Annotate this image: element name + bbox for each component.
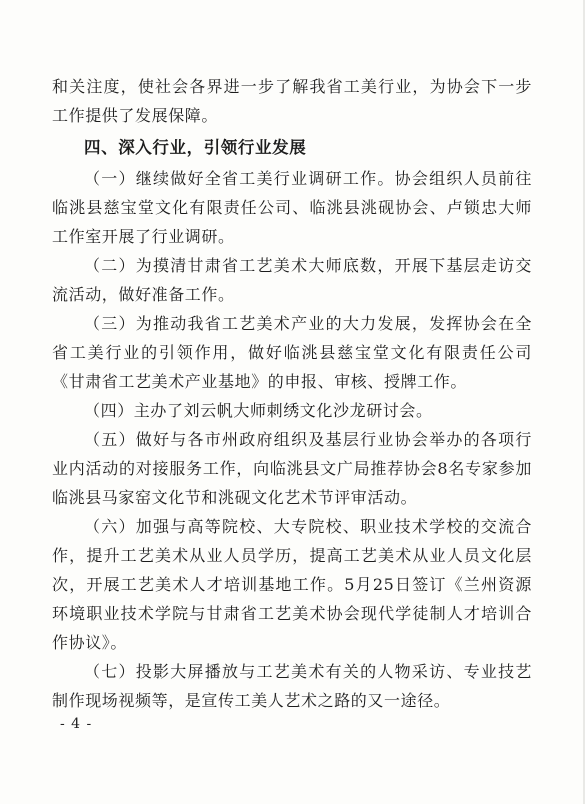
document-body [52, 72, 532, 715]
paragraph-item-4: （四）主办了刘云帆大师刺绣文化沙龙研讨会。 [84, 401, 433, 420]
page-number: - 4 - [60, 716, 93, 732]
paragraph-item-2: （二）为摸清甘肃省工艺美术大师底数，开展下基层走访交流活动，做好准备工作。 [52, 256, 532, 304]
section-heading: 四、深入行业，引领行业发展 [84, 138, 307, 157]
paragraph-item-1: （一）继续做好全省工美行业调研工作。协会组织人员前往临洮县慈宝堂文化有限责任公司、临洮县洮砚协会、卢锁忠大师工作室开展了行业调研。 [52, 169, 532, 246]
paragraph-item-5: （五）做好与各市州政府组织及基层行业协会举办的各项行业内活动的对接服务工作，向临洮县文广局推荐协会8名专家参加临洮县马家窑文化节和洮砚文化艺术节评审活动。 [52, 430, 532, 507]
paragraph-continuation: 和关注度，使社会各界进一步了解我省工美行业，为协会下一步工作提供了发展保障。 [52, 77, 532, 125]
paragraph-item-6: （六）加强与高等院校、大专院校、职业技术学校的交流合作，提升工艺美术从业人员学历，提高工艺美术从业人员文化层次，开展工艺美术人才培训基地工作。5月25日签订《兰州资源环境职业技术学院与甘肃省工艺美术协会现代学徒制人才培训合作协议》。 [52, 517, 532, 652]
paragraph-item-3: （三）为推动我省工艺美术产业的大力发展，发挥协会在全省工美行业的引领作用，做好临洮县慈宝堂文化有限责任公司《甘肃省工艺美术产业基地》的申报、审核、授牌工作。 [52, 314, 532, 391]
paragraph-item-7: （七）投影大屏播放与工艺美术有关的人物采访、专业技艺制作现场视频等，是宣传工美人艺术之路的又一途径。 [52, 662, 532, 710]
